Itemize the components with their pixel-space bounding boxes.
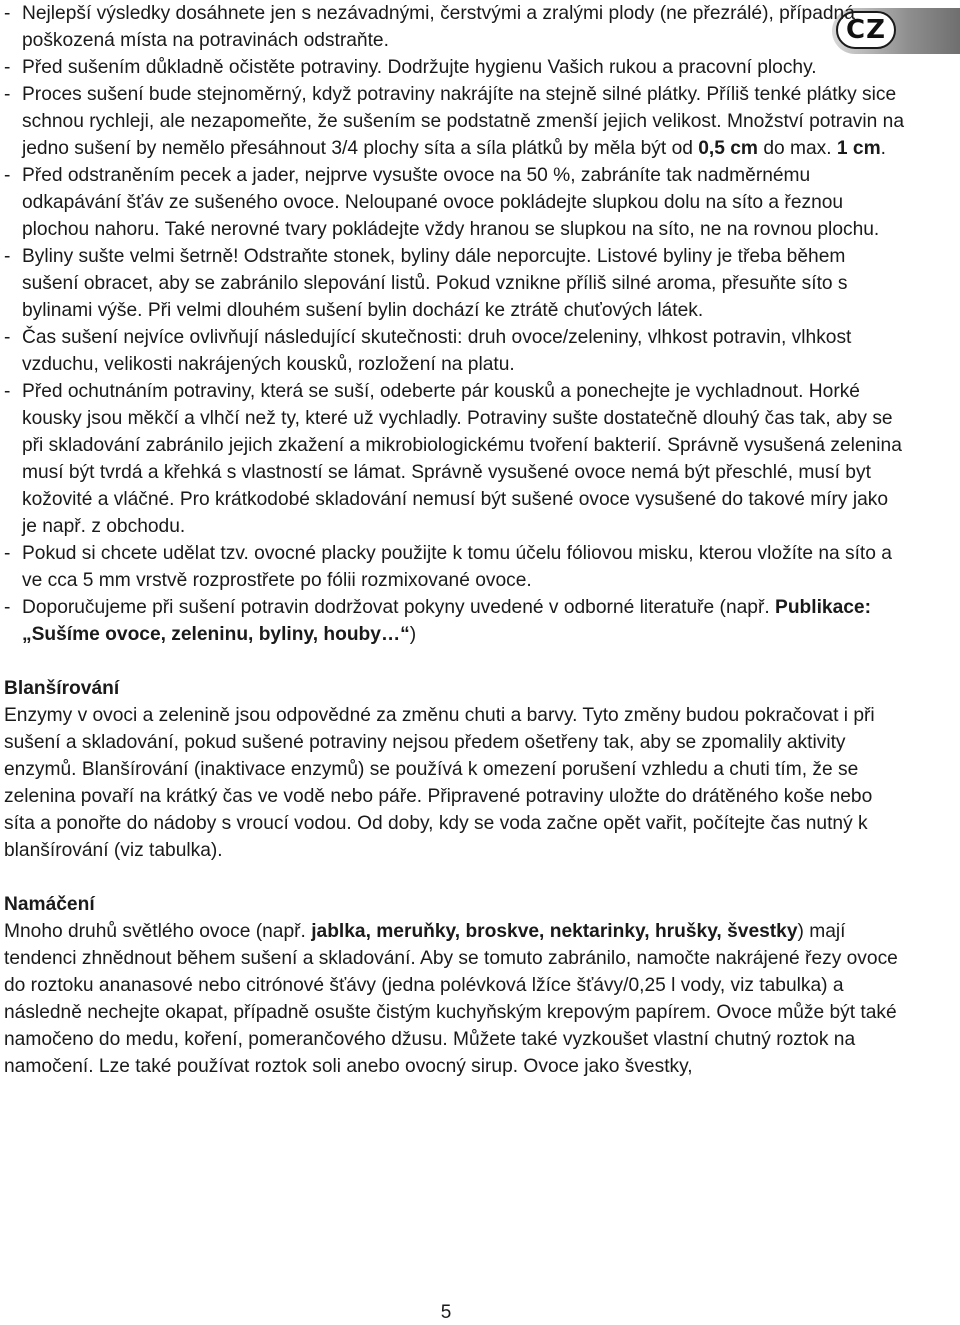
list-item-text	[22, 81, 904, 162]
list-dash: -	[4, 57, 11, 78]
body-text: Před ochutnáním potraviny, která se suší, odeberte pár kousků a ponechejte je vychladnout. Horké kousky jsou měkčí a vlhčí než ty, které už vychladly. Potraviny sušte dostatečně dlouhý čas tak, aby se při skladování zabránilo jejich zkažení a mikrobiologickému tvoření bakterií. Správně vysušená zelenina musí být tvrdá a křehká s vlastností se lámat. Správně vysušené ovoce nemá být přeschlé, musí byt kožovité a vláčné. Pro krátkodobé skladování nemusí být sušené ovoce vysušené do takové míry jako je např. z obchodu.	[22, 381, 902, 537]
list-item-text	[22, 243, 904, 324]
body-text: do max.	[758, 138, 837, 159]
body-text: Čas sušení nejvíce ovlivňují následující skutečnosti: druh ovoce/zeleniny, vlhkost potravin, vlhkost vzduchu, velikosti nakrájených kousků, rozložení na platu.	[22, 327, 852, 375]
list-item	[4, 324, 904, 378]
list-dash: -	[4, 165, 11, 186]
body-text: Před sušením důkladně očistěte potraviny. Dodržujte hygienu Vašich rukou a pracovní plochy.	[22, 57, 817, 78]
section-heading: Blanšírování	[4, 678, 120, 699]
emphasis-text: 1 cm	[836, 138, 881, 159]
body-text: Byliny sušte velmi šetrně! Odstraňte stonek, byliny dále neporcujte. Listové byliny je třeba během sušení obracet, aby se zabránilo slepování listů. Pokud vznikne příliš silné aroma, přesuňte síto s bylinami výše. Při velmi dlouhém sušení bylin dochází ke ztrátě chuťových látek.	[22, 246, 848, 321]
list-dash: -	[4, 84, 11, 105]
body-text: Doporučujeme při sušení potravin dodržovat pokyny uvedené v odborné literatuře (např.	[22, 597, 776, 618]
language-badge: CZ	[836, 11, 896, 49]
list-item	[4, 378, 904, 540]
list-dash: -	[4, 597, 11, 618]
list-item-text	[22, 540, 904, 594]
list-item	[4, 54, 904, 81]
list-item-text	[22, 162, 904, 243]
list-item	[4, 594, 904, 648]
page-number: 5	[440, 1302, 452, 1323]
body-text: Nejlepší výsledky dosáhnete jen s nezávadnými, čerstvými a zralými plody (ne přezrálé), případná poškozená místa na potravinách odstraňte.	[22, 3, 855, 51]
list-item-text	[22, 54, 904, 81]
list-dash: -	[4, 381, 11, 402]
body-text: Před odstraněním pecek a jader, nejprve vysušte ovoce na 50 %, zabráníte tak nadměrnému odkapávání šťáv ze sušeného ovoce. Neloupané ovoce pokládejte slupkou dolu na síto a řeznou plochou nahoru. Také nerovné tvary pokládejte vždy hranou se slupkou na síto, ne na rovnou plochu.	[22, 165, 880, 240]
body-text: Proces sušení bude stejnoměrný, když potraviny nakrájíte na stejně silné plátky. Příliš tenké plátky sice schnou rychleji, ale nezapomeňte, že sušením se podstatně zmenší jejich velikost. Množství potravin na jedno sušení by nemělo přesáhnout 3/4 plochy síta a síla plátků by měla být od	[22, 84, 905, 159]
body-text: Enzymy v ovoci a zelenině jsou odpovědné za změnu chuti a barvy. Tyto změny budou pokračovat i při sušení a skladování, pokud sušené potraviny nejsou předem ošetřeny tak, aby se zpomalily aktivity enzymů. Blanšírování (inaktivace enzymů) se používá k omezení porušení vzhledu a chuti tím, že se zelenina povaří na krátký čas ve vodě nebo páře. Připravené potraviny uložte do drátěného koše nebo síta a ponořte do nádoby s vroucí vodou. Od doby, kdy se voda začne opět vařit, počítejte čas nutný k blanšírování (viz tabulka).	[4, 705, 875, 861]
list-dash: -	[4, 327, 11, 348]
section-list	[4, 675, 904, 1080]
section-body	[4, 918, 904, 1080]
body-text: Pokud si chcete udělat tzv. ovocné placky použijte k tomu účelu fóliovou misku, kterou vložíte na síto a ve cca 5 mm vrstvě rozprostřete po fólii rozmixované ovoce.	[22, 543, 892, 591]
list-item	[4, 243, 904, 324]
section	[4, 675, 904, 864]
list-item-text	[22, 324, 904, 378]
page-content	[4, 0, 904, 1080]
list-dash: -	[4, 3, 11, 24]
list-item	[4, 81, 904, 162]
section	[4, 891, 904, 1080]
list-item	[4, 162, 904, 243]
emphasis-text: 0,5 cm	[698, 138, 758, 159]
list-item-text	[22, 594, 904, 648]
emphasis-text: jablka, meruňky, broskve, nektarinky, hrušky, švestky	[311, 921, 798, 942]
list-item-text	[22, 378, 904, 540]
list-item	[4, 0, 904, 54]
instruction-list	[4, 0, 904, 648]
list-item	[4, 540, 904, 594]
list-dash: -	[4, 246, 11, 267]
body-text: .	[880, 138, 886, 159]
list-dash: -	[4, 543, 11, 564]
body-text: ) mají tendenci zhnědnout během sušení a skladování. Aby se tomuto zabránilo, namočte nakrájené řezy ovoce do roztoku ananasové nebo citrónové šťávy (jedna polévková lžíce šťávy/0,25 l vody, viz tabulka) a následně nechejte okapat, případně osušte čistým kuchyňským krepovým papírem. Ovoce může být také namočeno do medu, koření, pomerančového džusu. Můžete také vyzkoušet vlastní chutný roztok na namočení. Lze také používat roztok soli anebo ovocný sirup. Ovoce jako švestky,	[4, 921, 898, 1077]
section-body	[4, 702, 904, 864]
body-text: )	[409, 624, 417, 645]
list-item-text	[22, 0, 904, 54]
section-heading: Namáčení	[4, 894, 95, 915]
emphasis-text: Publikace: „Sušíme ovoce, zeleninu, byliny, houby…“	[22, 597, 871, 645]
body-text: Mnoho druhů světlého ovoce (např.	[4, 921, 312, 942]
